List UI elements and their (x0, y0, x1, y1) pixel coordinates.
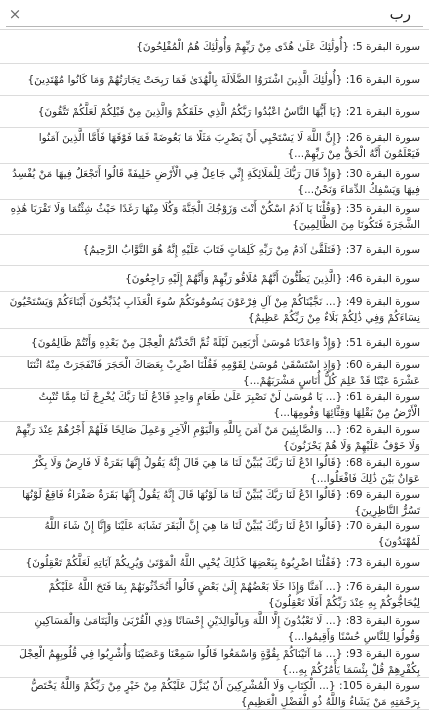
list-item[interactable] (0, 678, 429, 710)
result-text: سورة البقرة 60: {وَإِذِ اسْتَسْقَىٰ مُوسَىٰ لِقَوْمِهِ فَقُلْنَا اضْرِبْ بِعَصَاكَ الْحَجَرَ فَانْفَجَرَتْ مِنْهُ اثْنَتَا عَشْرَةَ عَيْنًا قَدْ عَلِمَ كُلُّ أُنَاسٍ مَشْرَبَهُمْ...} (26, 358, 420, 387)
list-item[interactable] (0, 292, 429, 329)
results-list[interactable] (0, 31, 429, 708)
list-item[interactable] (0, 96, 429, 128)
list-item[interactable] (0, 550, 429, 577)
list-item[interactable] (0, 64, 429, 96)
list-item[interactable] (0, 455, 429, 488)
result-text: سورة البقرة 70: {قَالُوا ادْعُ لَنَا رَبَّكَ يُبَيِّنْ لَنَا مَا هِيَ إِنَّ الْبَقَرَ تَشَابَهَ عَلَيْنَا وَإِنَّا إِنْ شَاءَ اللَّهُ لَمُهْتَدُونَ} (44, 519, 420, 548)
result-text: سورة البقرة 73: {فَقُلْنَا اضْرِبُوهُ بِبَعْضِهَا كَذَٰلِكَ يُحْيِي اللَّهُ الْمَوْتَىٰ وَيُرِيكُمْ آيَاتِهِ لَعَلَّكُمْ تَعْقِلُونَ} (25, 557, 420, 569)
result-text: سورة البقرة 68: {قَالُوا ادْعُ لَنَا رَبَّكَ يُبَيِّنْ لَنَا مَا هِيَ قَالَ إِنَّهُ يَقُولُ إِنَّهَا بَقَرَةٌ لَا فَارِضٌ وَلَا بِكْرٌ عَوَانٌ بَيْنَ ذَٰلِكَ فَافْعَلُوا...} (32, 457, 420, 485)
result-text: سورة البقرة 16: {أُولَٰئِكَ الَّذِينَ اشْتَرَوُا الضَّلَالَةَ بِالْهُدَىٰ فَمَا رَبِحَتْ تِجَارَتُهُمْ وَمَا كَانُوا مُهْتَدِينَ} (27, 73, 420, 86)
list-item[interactable] (0, 128, 429, 164)
result-text: سورة البقرة 46: {الَّذِينَ يَظُنُّونَ أَنَّهُمْ مُلَاقُو رَبِّهِمْ وَأَنَّهُمْ إِلَيْهِ رَاجِعُونَ} (125, 272, 420, 285)
result-text: سورة البقرة 105: {... الْكِتَابِ وَلَا الْمُشْرِكِينَ أَنْ يُنَزَّلَ عَلَيْكُمْ مِنْ خَيْرٍ مِنْ رَبِّكُمْ وَاللَّهُ يَخْتَصُّ بِرَحْمَتِهِ مَنْ يَشَاءُ وَاللَّهُ ذُو الْفَضْلِ الْعَظِيمِ} (30, 679, 420, 708)
search-underline (6, 26, 423, 27)
result-text: سورة البقرة 69: {قَالُوا ادْعُ لَنَا رَبَّكَ يُبَيِّنْ لَنَا مَا لَوْنُهَا قَالَ إِنَّهُ يَقُولُ إِنَّهَا بَقَرَةٌ صَفْرَاءُ فَاقِعٌ لَوْنُهَا تَسُرُّ النَّاظِرِينَ} (22, 488, 420, 517)
result-text: سورة البقرة 21: {يَا أَيُّهَا النَّاسُ اعْبُدُوا رَبَّكُمُ الَّذِي خَلَقَكُمْ وَالَّذِينَ مِنْ قَبْلِكُمْ لَعَلَّكُمْ تَتَّقُونَ} (37, 105, 420, 118)
list-item[interactable] (0, 613, 429, 646)
list-item[interactable] (0, 357, 429, 389)
list-item[interactable] (0, 518, 429, 550)
result-text: سورة البقرة 37: {فَتَلَقَّىٰ آدَمُ مِنْ رَبِّهِ كَلِمَاتٍ فَتَابَ عَلَيْهِ إِنَّهُ هُوَ التَّوَّابُ الرَّحِيمُ} (82, 244, 420, 256)
close-icon[interactable]: × (8, 5, 22, 23)
list-item[interactable] (0, 422, 429, 455)
result-text: سورة البقرة 61: {... يَا مُوسَىٰ لَنْ نَصْبِرَ عَلَىٰ طَعَامٍ وَاحِدٍ فَادْعُ لَنَا رَبَّكَ يُخْرِجْ لَنَا مِمَّا تُنْبِتُ الْأَرْضُ مِنْ بَقْلِهَا وَقِثَّائِهَا وَفُومِهَا...} (38, 391, 420, 419)
list-item[interactable] (0, 200, 429, 235)
list-item[interactable] (0, 164, 429, 200)
result-text: سورة البقرة 51: {وَإِذْ وَاعَدْنَا مُوسَىٰ أَرْبَعِينَ لَيْلَةً ثُمَّ اتَّخَذْتُمُ الْعِجْلَ مِنْ بَعْدِهِ وَأَنْتُمْ ظَالِمُونَ} (31, 336, 420, 349)
list-item[interactable] (0, 488, 429, 518)
search-input[interactable]: رب (389, 5, 411, 23)
result-text: سورة البقرة 83: {... لَا تَعْبُدُونَ إِلَّا اللَّهَ وَبِالْوَالِدَيْنِ إِحْسَانًا وَذِي الْقُرْبَىٰ وَالْيَتَامَىٰ وَالْمَسَاكِينِ وَقُولُوا لِلنَّاسِ حُسْنًا وَأَقِيمُوا...} (34, 615, 420, 643)
result-text: سورة البقرة 5: {أُولَٰئِكَ عَلَىٰ هُدًى مِنْ رَبِّهِمْ وَأُولَٰئِكَ هُمُ الْمُفْلِحُونَ} (136, 41, 420, 53)
result-text: سورة البقرة 62: {... وَالصَّابِئِينَ مَنْ آمَنَ بِاللَّهِ وَالْيَوْمِ الْآخِرِ وَعَمِلَ صَالِحًا فَلَهُمْ أَجْرُهُمْ عِنْدَ رَبِّهِمْ وَلَا خَوْفٌ عَلَيْهِمْ وَلَا هُمْ يَحْزَنُونَ} (15, 424, 420, 452)
list-item[interactable] (0, 646, 429, 678)
list-item[interactable] (0, 235, 429, 266)
result-text: سورة البقرة 49: {... نَجَّيْنَاكُمْ مِنْ آلِ فِرْعَوْنَ يَسُومُونَكُمْ سُوءَ الْعَذَابِ يُذَبِّحُونَ أَبْنَاءَكُمْ وَيَسْتَحْيُونَ نِسَاءَكُمْ وَفِي ذَٰلِكُمْ بَلَاءٌ مِنْ رَبِّكُمْ عَظِيمٌ} (9, 296, 420, 324)
search-bar[interactable] (0, 0, 429, 30)
result-text: سورة البقرة 35: {وَقُلْنَا يَا آدَمُ اسْكُنْ أَنْتَ وَزَوْجُكَ الْجَنَّةَ وَكُلَا مِنْهَا رَغَدًا حَيْثُ شِئْتُمَا وَلَا تَقْرَبَا هَٰذِهِ الشَّجَرَةَ فَتَكُونَا مِنَ الظَّالِمِينَ} (10, 203, 420, 231)
list-item[interactable] (0, 329, 429, 357)
list-item[interactable] (0, 266, 429, 292)
list-item[interactable] (0, 31, 429, 64)
result-text: سورة البقرة 76: {... آمَنَّا وَإِذَا خَلَا بَعْضُهُمْ إِلَىٰ بَعْضٍ قَالُوا أَتُحَدِّثُونَهُمْ بِمَا فَتَحَ اللَّهُ عَلَيْكُمْ لِيُحَاجُّوكُمْ بِهِ عِنْدَ رَبِّكُمْ أَفَلَا تَعْقِلُونَ} (48, 580, 420, 609)
result-text: سورة البقرة 93: {... مَا آتَيْنَاكُمْ بِقُوَّةٍ وَاسْمَعُوا قَالُوا سَمِعْنَا وَعَصَيْنَا وَأُشْرِبُوا فِي قُلُوبِهِمُ الْعِجْلَ بِكُفْرِهِمْ قُلْ بِئْسَمَا يَأْمُرُكُمْ بِهِ...} (19, 647, 420, 676)
list-item[interactable] (0, 389, 429, 422)
list-item[interactable] (0, 577, 429, 613)
result-text: سورة البقرة 30: {وَإِذْ قَالَ رَبُّكَ لِلْمَلَائِكَةِ إِنِّي جَاعِلٌ فِي الْأَرْضِ خَلِيفَةً قَالُوا أَتَجْعَلُ فِيهَا مَنْ يُفْسِدُ فِيهَا وَيَسْفِكُ الدِّمَاءَ وَنَحْنُ...} (12, 167, 420, 196)
result-text: سورة البقرة 26: {إِنَّ اللَّهَ لَا يَسْتَحْيِي أَنْ يَضْرِبَ مَثَلًا مَا بَعُوضَةً فَمَا فَوْقَهَا فَأَمَّا الَّذِينَ آمَنُوا فَيَعْلَمُونَ أَنَّهُ الْحَقُّ مِنْ رَبِّهِمْ...} (38, 131, 420, 160)
